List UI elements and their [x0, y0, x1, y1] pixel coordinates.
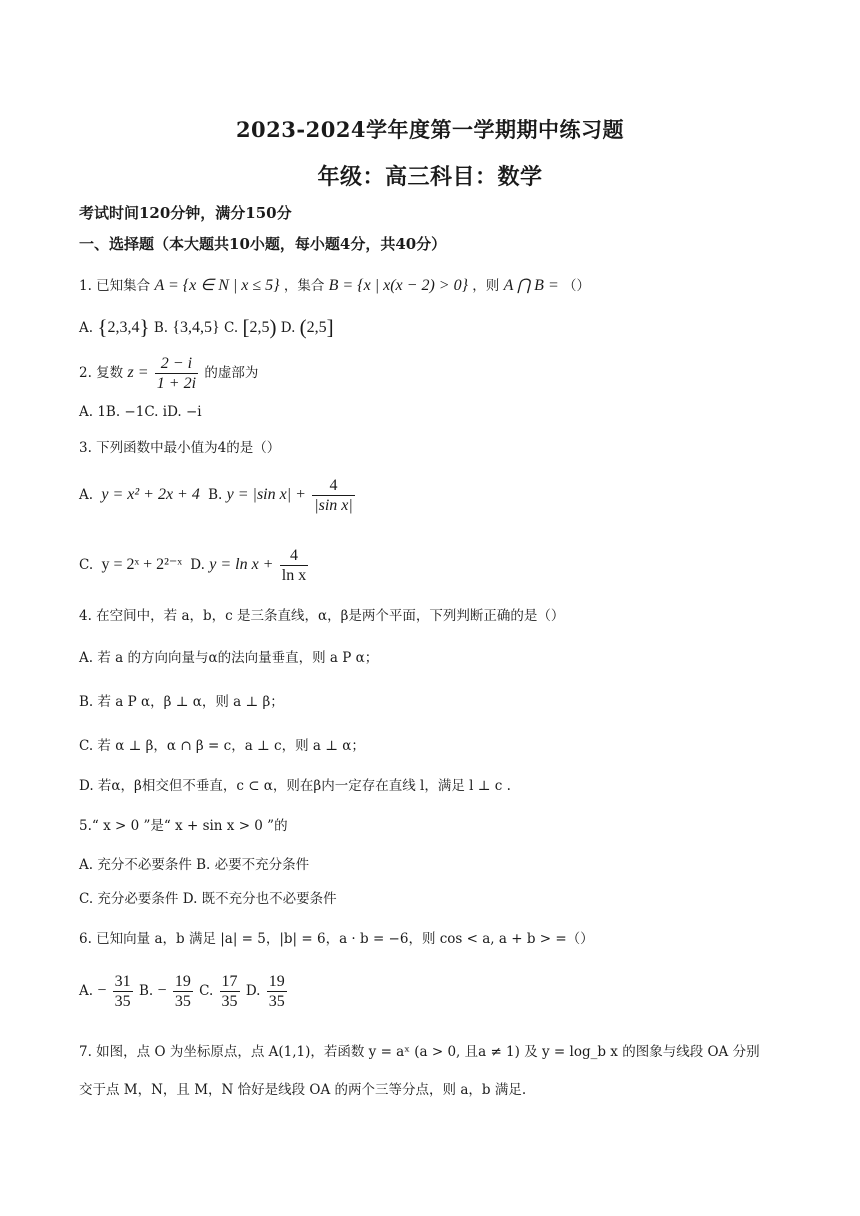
q6-d-fraction [267, 972, 287, 1011]
q1-set-a: A = {x ∈ N | x ≤ 5} [154, 277, 280, 294]
q3-c-label: C. [79, 557, 94, 573]
q6-c-label: C. [199, 983, 214, 999]
q3-b-label: B. [208, 487, 223, 503]
q2-numerator: 2 − i [160, 355, 193, 372]
q1-paren: （） [563, 278, 591, 294]
exam-time-info: 考试时间120分钟，满分150分 [79, 204, 292, 222]
q6-b-denominator: 35 [174, 993, 191, 1010]
q2-denominator: 1 + 2i [156, 375, 197, 392]
q3-b-numerator: 4 [329, 477, 338, 494]
q3-a-label: A. [79, 487, 94, 503]
exam-title: 2023-2024学年度第一学期期中练习题 [235, 117, 625, 142]
question-4-option-d: D. 若α，β相交但不垂直，c ⊂ α，则在β内一定存在直线 l，满足 l ⊥ c . [79, 778, 511, 794]
question-6: 6. 已知向量 a，b 满足 |a| = 5，|b| = 6，a · b = −6，则 cos < a, a + b > =（） [79, 931, 594, 947]
q3-d-label: D. [190, 557, 205, 573]
q3-d-numerator: 4 [289, 547, 298, 564]
q3-d-pre: y = ln x + [209, 556, 274, 573]
q1-opt-d-label: D. [280, 320, 296, 336]
exam-subtitle: 年级：高三科目：数学 [317, 164, 543, 190]
question-5-options-cd: C. 充分必要条件 D. 既不充分也不必要条件 [79, 891, 337, 907]
q3-d-fraction [280, 546, 308, 585]
q1-opt-c-label: C. [224, 320, 239, 336]
question-3-options-cd [79, 546, 310, 585]
q1-mid: ，集合 [283, 278, 325, 294]
q3-b-denominator: |sin x| [314, 497, 353, 514]
q6-c-denominator: 35 [221, 993, 238, 1010]
question-3-options-ab [79, 476, 357, 515]
q6-b-fraction [173, 972, 193, 1011]
question-6-options: A. − $\frac{31}{35}$ B. − $\frac{19}{35}$ C. $\frac{17}{35}$ D. $\frac{19}{35}$ [79, 973, 285, 1010]
q3-a-expr: y = x² + 2x + 4 [101, 486, 200, 503]
question-2-options: A. 1B. −1C. iD. −i [79, 404, 202, 420]
question-3: 3. 下列函数中最小值为4的是（） [79, 440, 281, 456]
q6-c-numerator: 17 [221, 973, 238, 990]
q6-d-denominator: 35 [268, 993, 285, 1010]
section-heading: 一、选择题（本大题共10小题，每小题4分，共40分） [79, 235, 447, 253]
q3-c-expr: y = 2ˣ + 2²⁻ˣ [101, 556, 182, 573]
q1-expr: A ⋂ B = [503, 277, 559, 294]
q2-fraction [155, 354, 198, 393]
question-4-option-b: B. 若 a P α，β ⊥ α，则 a ⊥ β； [79, 694, 284, 710]
question-5: 5.“ x > 0 ”是“ x + sin x > 0 ”的 [79, 818, 288, 834]
q1-opt-a-label: A. [79, 320, 94, 336]
q1-post: ，则 [472, 278, 500, 294]
question-7-line-1: 7. 如图，点 O 为坐标原点，点 A(1,1)，若函数 y = aˣ (a > 0, 且a ≠ 1) 及 y = log_b x 的图象与线段 OA 分别 [79, 1044, 760, 1060]
q3-b-fraction [312, 476, 355, 515]
q6-a-fraction [113, 972, 133, 1011]
q1-opt-b: {3,4,5} [172, 319, 220, 336]
q1-opt-d: 2,5 [306, 319, 327, 336]
q1-opt-a: 2,3,4 [107, 319, 140, 336]
q1-pre: 1. 已知集合 [79, 278, 151, 294]
q6-d-numerator: 19 [268, 973, 285, 990]
question-2 [79, 354, 258, 393]
q1-set-b: B = {x | x(x − 2) > 0} [328, 277, 468, 294]
question-7-line-2: 交于点 M，N，且 M，N 恰好是线段 OA 的两个三等分点，则 a，b 满足. [79, 1082, 527, 1098]
q6-a-numerator: 31 [114, 973, 131, 990]
question-1 [79, 276, 590, 296]
question-4: 4. 在空间中，若 a，b，c 是三条直线，α，β是两个平面，下列判断正确的是（） [79, 608, 565, 624]
q6-b-numerator: 19 [174, 973, 191, 990]
q6-b-label: B. [138, 983, 154, 999]
q6-d-label: D. [245, 983, 261, 999]
q3-d-denominator: ln x [281, 567, 307, 584]
question-4-option-a: A. 若 a 的方向向量与α的法向量垂直，则 a P α； [79, 650, 379, 666]
question-1-options: A. {2,3,4} B. {3,4,5} C. [2,5) D. (2,5] [79, 315, 334, 339]
q2-pre: 2. 复数 [79, 365, 124, 381]
q2-post: 的虚部为 [204, 365, 259, 381]
q3-b-pre: y = |sin x| + [226, 486, 306, 503]
q2-z: z = [127, 364, 149, 381]
question-5-options-ab: A. 充分不必要条件 B. 必要不充分条件 [79, 857, 310, 873]
q1-opt-b-label: B. [153, 320, 169, 336]
question-4-option-c: C. 若 α ⊥ β，α ∩ β = c，a ⊥ c，则 a ⊥ α； [79, 738, 365, 754]
q6-a-denominator: 35 [114, 993, 131, 1010]
q6-a-label: A. [79, 983, 94, 999]
q1-opt-c: 2,5 [249, 319, 270, 336]
q6-c-fraction [220, 972, 240, 1011]
